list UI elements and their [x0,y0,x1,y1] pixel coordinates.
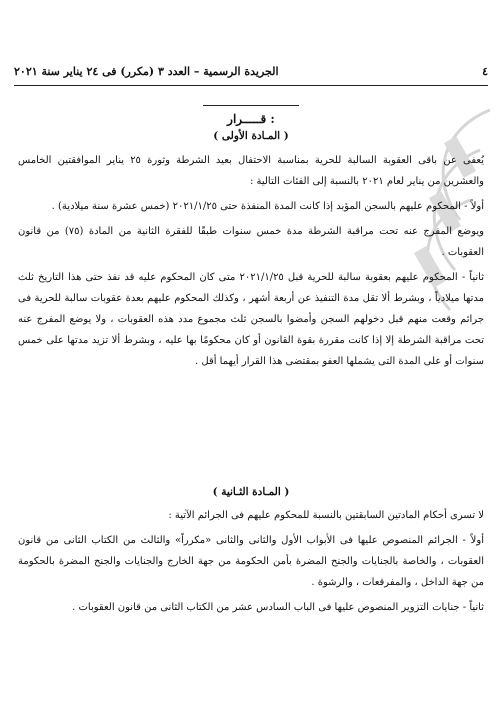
article-1-supervision-note: ويوضع المفرج عنه تحت مراقبة الشرطة مدة خمس سنوات طبقًا للفقرة الثانية من المادة (٧٥) من قانون العقوبات . [18,226,484,258]
page-number: ٤ [482,64,488,78]
article-2-first-exclusion: أولاً - الجرائم المنصوص عليها فى الأبواب الأول والثانى والثانى «مكرراً» والثالث من الكتاب الثانى من قانون العقوبات ، والخاصة بالجنايات والجنح المضرة بأمن الحكومة من جهة الخارج والجنايات والجنح المضرة بالحكومة من جهة الداخل ، والمفرقعات ، والرشوة . [18,535,484,588]
article-1-first-category: أولاً - المحكوم عليهم بالسجن المؤبد إذا كانت المدة المنفذة حتى ٢٠٢١/١/٢٥ (خمس عشرة سنة ميلادية) . [51,201,484,212]
page-header [14,62,488,80]
article-2-body [18,505,484,622]
article-1-heading: ( المـادة الأولى ) [213,130,289,142]
article-1-intro: يُعفى عن باقى العقوبة السالبة للحرية بمناسبة الاحتفال بعيد الشرطة وثورة ٢٥ يناير الموافقتين الخامس والعشرين من يناير لعام ٢٠٢١ بالنسبة إلى الفئات التالية : [18,155,484,187]
header-rule [14,85,488,86]
article-1-body [18,150,484,376]
article-2-heading: ( المـادة الثـانية ) [212,486,290,498]
journal-title: الجريدة الرسمية – العدد ٣ (مكرر) فى ٢٤ يناير سنة ٢٠٢١ [14,64,279,78]
decree-title: قـــــرار : [227,112,275,126]
title-overline [203,105,299,106]
article-2-second-exclusion: ثانياً - جنايات التزوير المنصوص عليها فى الباب السادس عشر من الكتاب الثانى من قانون العقوبات . [72,602,484,613]
article-1-second-category: ثانياً - المحكوم عليهم بعقوبة سالبة للحرية قبل ٢٠٢١/١/٢٥ متى كان المحكوم عليه قد نفذ حتى هذا التاريخ ثلث مدتها ميلادياً ، وبشرط ألا تقل مدة التنفيذ عن أربعة أشهر ، وكذلك المحكوم عليهم بعدة عقوبات سالبة للحرية فى جرائم وقعت منهم قبل دخولهم السجن وأمضوا بالسجن ثلث مجموع مدد هذه العقوبات ، ولا يوضع المفرج عنه تحت مراقبة الشرطة إلا إذا كانت مقررة بقوة القانون أو كان محكومًا بها عليه ، وبشرط ألا تزيد مدتها على خمس سنوات أو على المدة التى يشملها العفو بمقتضى هذا القرار أيهما أقل . [18,272,484,367]
article-2-intro: لا تسرى أحكام المادتين السابقتين بالنسبة للمحكوم عليهم فى الجرائم الآتية : [168,510,484,521]
